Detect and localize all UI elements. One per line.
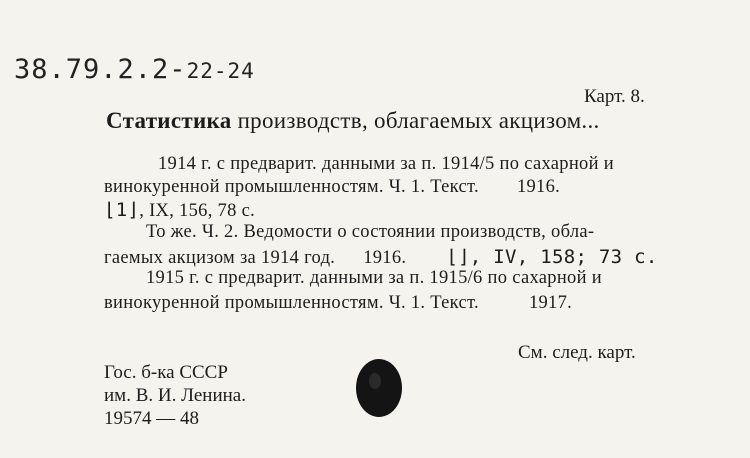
entry-1-line-2 xyxy=(104,177,560,198)
entry-3-line-2-text: винокуренной промышленностям. Ч. 1. Текст. xyxy=(104,293,479,313)
entry-3-line-2 xyxy=(104,293,572,314)
entry-2-line-1: То же. Ч. 2. Ведомости о состоянии производств, обла- xyxy=(146,222,595,242)
title-lead: Статистика xyxy=(106,108,232,133)
entry-3-line-1: 1915 г. с предварит. данными за п. 1915/6 по сахарной и xyxy=(146,268,602,288)
library-line-1: Гос. б-ка СССР xyxy=(104,362,228,383)
shelfmark-main: 38.79.2.2- xyxy=(14,54,187,85)
card-title xyxy=(106,108,600,134)
punch-hole-mark xyxy=(354,357,404,419)
library-line-2: им. В. И. Ленина. xyxy=(104,385,246,406)
title-rest: производств, облагаемых акцизом... xyxy=(237,108,600,133)
shelfmark-tail: 22-24 xyxy=(186,59,255,83)
entry-2-line-2-text: гаемых акцизом за 1914 год. xyxy=(104,248,336,268)
shelfmark xyxy=(14,54,255,85)
card-number: Карт. 8. xyxy=(584,86,645,107)
library-line-3: 19574 — 48 xyxy=(104,408,199,429)
entry-1-year: 1916. xyxy=(516,177,561,197)
see-next-card: См. след. карт. xyxy=(518,342,636,363)
entry-1-line-2-text: винокуренной промышленностям. Ч. 1. Текст. xyxy=(104,177,479,197)
entry-2-year: 1916. xyxy=(363,248,407,268)
entry-1-line-1: 1914 г. с предварит. данными за п. 1914/5 по сахарной и xyxy=(158,154,614,174)
entry-3-year: 1917. xyxy=(528,293,573,313)
entry-1-volume-handwritten: ⌊1⌋ xyxy=(104,199,140,221)
entry-2-line-2 xyxy=(104,246,658,269)
entry-1-volume-pages: , IX, 156, 78 с. xyxy=(139,201,256,221)
entry-1-volume xyxy=(104,199,255,222)
entry-2-volume-handwritten: ⌊⌋, IV, 158; 73 с. xyxy=(446,246,658,268)
